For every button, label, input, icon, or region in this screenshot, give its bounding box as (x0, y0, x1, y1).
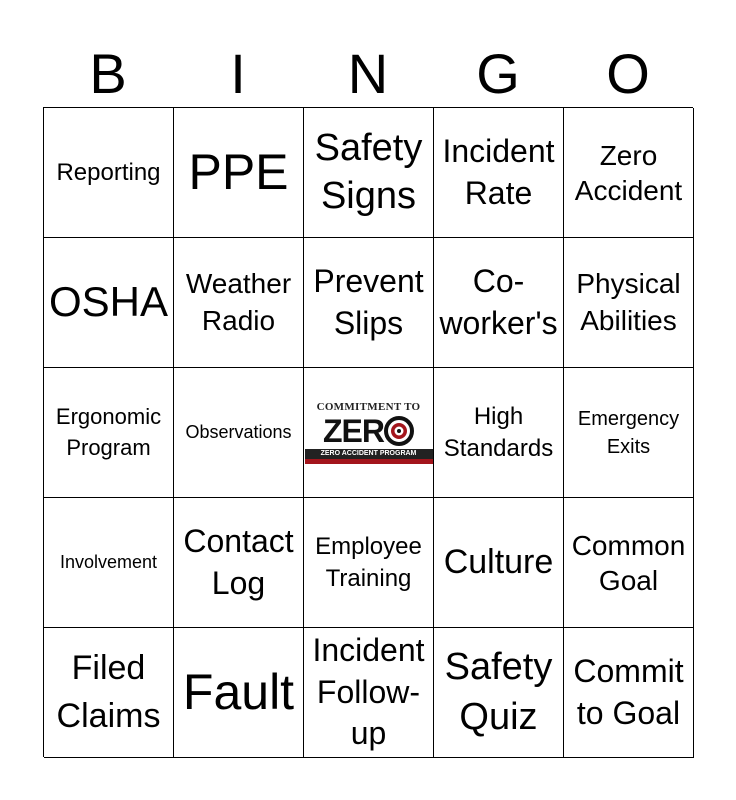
bingo-cell[interactable] (174, 108, 304, 238)
bingo-cell[interactable] (564, 498, 694, 628)
bingo-cell[interactable] (564, 368, 694, 498)
cell-text: Contact Log (183, 522, 294, 601)
cell-text: Safety Quiz (444, 646, 553, 738)
cell-text: Fault (182, 663, 295, 720)
cell-text: Ergonomic Program (55, 403, 162, 460)
cell-text: Safety Signs (314, 127, 423, 217)
cell-text: Reporting (56, 158, 161, 186)
bingo-header (43, 40, 693, 108)
cell-text: Weather Radio (185, 268, 292, 336)
cell-text: Common Goal (571, 529, 686, 596)
bingo-cell[interactable] (564, 628, 694, 758)
bingo-cell[interactable] (44, 628, 174, 758)
bingo-cell[interactable] (174, 368, 304, 498)
bingo-cell[interactable] (304, 238, 434, 368)
bingo-grid (43, 107, 693, 757)
target-icon (384, 416, 414, 446)
bingo-cell[interactable] (434, 368, 564, 498)
cell-text: Filed Claims (56, 648, 161, 735)
header-letter-b: B (89, 42, 127, 105)
bingo-cell[interactable] (304, 628, 434, 758)
logo-red-bar (305, 459, 433, 464)
logo-word (323, 413, 414, 450)
cell-text: PPE (188, 143, 289, 200)
bingo-cell[interactable] (44, 368, 174, 498)
cell-text: OSHA (48, 278, 169, 326)
cell-text: Involvement (59, 552, 158, 573)
logo-zer-text: ZER (323, 412, 384, 449)
bingo-cell[interactable] (44, 498, 174, 628)
cell-text: Culture (443, 542, 554, 581)
header-letter-o: O (606, 42, 650, 105)
bingo-cell[interactable] (564, 108, 694, 238)
cell-text: Zero Accident (574, 139, 683, 206)
logo-top-text: COMMITMENT TO (316, 400, 421, 413)
cell-text: High Standards (443, 403, 554, 462)
header-letter-i: I (230, 42, 246, 105)
header-letter-n: N (347, 42, 389, 105)
bingo-cell[interactable] (434, 628, 564, 758)
cell-text: Incident Rate (442, 132, 555, 211)
cell-text: Emergency Exits (577, 407, 680, 458)
cell-text: Employee Training (315, 533, 422, 592)
header-letter-g: G (476, 42, 520, 105)
bingo-cell[interactable] (564, 238, 694, 368)
cell-text: Observations (185, 422, 292, 443)
cell-text: Co- worker's (439, 262, 558, 341)
bingo-cell[interactable] (44, 108, 174, 238)
logo-sub-text: ZERO ACCIDENT PROGRAM (305, 449, 433, 459)
cell-text: Prevent Slips (313, 262, 424, 341)
bingo-cell[interactable] (44, 238, 174, 368)
bingo-cell[interactable] (174, 498, 304, 628)
bingo-cell[interactable] (304, 498, 434, 628)
cell-text: Incident Follow- up (312, 632, 425, 752)
bingo-cell[interactable] (434, 238, 564, 368)
bingo-cell[interactable] (434, 108, 564, 238)
cell-text: Physical Abilities (576, 268, 681, 336)
cell-text: Commit to Goal (573, 652, 684, 731)
bingo-cell[interactable] (304, 108, 434, 238)
bingo-cell[interactable] (174, 238, 304, 368)
bingo-cell[interactable] (174, 628, 304, 758)
bingo-cell[interactable] (434, 498, 564, 628)
commitment-to-zero-logo (305, 401, 433, 465)
free-space-cell[interactable] (304, 368, 434, 498)
